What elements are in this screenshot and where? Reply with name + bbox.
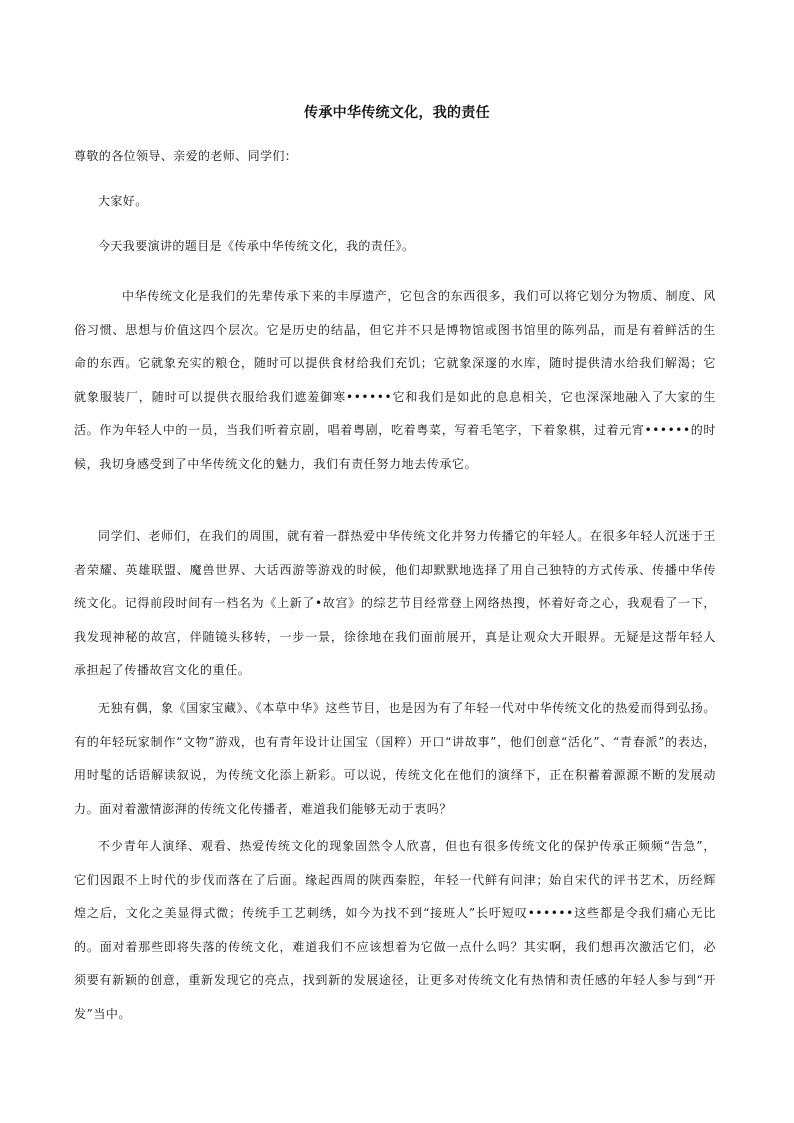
paragraph-young-people: 同学们、老师们，在我们的周围，就有着一群热爱中华传统文化并努力传播它的年轻人。在很多年轻人沉迷于王者荣耀、英雄联盟、魔兽世界、大话西游等游戏的时候，他们却默默地选择了用自己独特的方式传承、传播中华传统文化。记得前段时间有一档名为《上新了•故宫》的综艺节目经常登上网络热搜，怀着好奇之心，我观看了一下，我发现神秘的故宫，伴随镜头移转，一步一景，徐徐地在我们面前展开，真是让观众大开眼界。无疑是这帮年轻人承担起了传播故宫文化的重任。 [74,529,716,677]
page-title: 传承中华传统文化，我的责任 [304,105,490,121]
paragraph-tv-programs: 无独有偶，象《国家宝藏》、《本草中华》这些节目，也是因为有了年轻一代对中华传统文化的热爱而得到弘扬。有的年轻玩家制作“文物”游戏，也有青年设计让国宝（国粹）开口“讲故事”，他们创意“活化”、“青春派”的表达，用时髦的话语解读叙说，为传统文化添上新彩。可以说，传统文化在他们的演绎下，正在积蓄着源源不断的发展动力。面对着激情澎湃的传统文化传播者，难道我们能够无动于衷吗？ [74,701,717,816]
paragraph-endangered-culture: 不少青年人演绎、观看、热爱传统文化的现象固然令人欣喜，但也有很多传统文化的保护传承正频频“告急”，它们因跟不上时代的步伐而落在了后面。缘起西周的陕西秦腔，年轻一代鲜有问津；始自宋代的评书艺术，历经辉煌之后，文化之美显得式微；传统手工艺刺绣，如今为找不到“接班人”长吁短叹••••••这些都是令我们痛心无比的。面对着那些即将失落的传统文化，难道我们不应该想着为它做一点什么吗？其实啊，我们想再次激活它们，必须要有新颖的创意，重新发现它的亮点，找到新的发展途径，让更多对传统文化有热情和责任感的年轻人参与到“开发”当中。 [74,839,716,1021]
salutation: 尊敬的各位领导、亲爱的老师、同学们： [74,149,298,163]
speech-intro: 今天我要演讲的题目是《传承中华传统文化，我的责任》。 [98,239,415,253]
greeting: 大家好。 [98,194,148,208]
paragraph-heritage: 中华传统文化是我们的先辈传承下来的丰厚遗产，它包含的东西很多，我们可以将它划分为物质、制度、风俗习惯、思想与价值这四个层次。它是历史的结晶，但它并不只是博物馆或图书馆里的陈列品，而是有着鲜活的生命的东西。它就象充实的粮仓，随时可以提供食材给我们充饥；它就象深邃的水库，随时提供清水给我们解渴；它就象服装厂，随时可以提供衣服给我们遮羞御寒••••••它和我们是如此的息息相关，它也深深地融入了大家的生活。作为年轻人中的一员，当我们听着京剧，唱着粤剧，吃着粤菜，写着毛笔字，下着象棋，过着元宵••••••的时候，我切身感受到了中华传统文化的魅力，我们有责任努力地去传承它。 [74,289,716,471]
